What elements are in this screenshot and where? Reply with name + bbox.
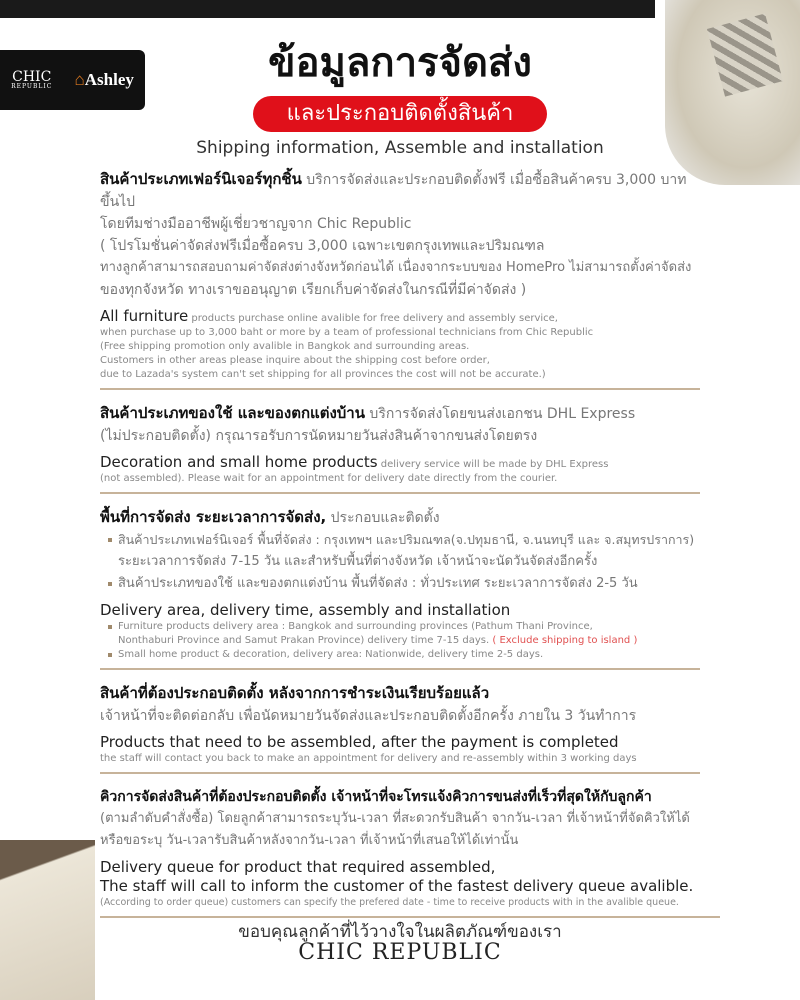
content	[100, 168, 740, 930]
page-title: ข้อมูลการจัดส่ง	[268, 40, 532, 86]
footer-brand: CHIC REPUBLIC	[298, 940, 502, 965]
section-assembly: สินค้าที่ต้องประกอบติดตั้ง หลังจากการชำระเงินเรียบร้อยแล้ว เจ้าหน้าที่จะติดต่อกลับ เพื่อนัดหมายวันจัดส่งและประกอบติดตั้งอีกครั้ง ภายใน 3 วันทำการ Products that need to be assembled, after the payment is completed the staff will contact you back to make an appointment for delivery and re-assembly within 3 working days	[100, 682, 700, 774]
list-item: Furniture products delivery area : Bangkok and surrounding provinces (Pathum Thani Province,	[100, 620, 700, 634]
section-furniture: สินค้าประเภทเฟอร์นิเจอร์ทุกชิ้น บริการจัดส่งและประกอบติดตั้งฟรี เมื่อซื้อสินค้าครบ 3,000 บาทขึ้นไป โดยทีมช่างมืออาชีพผู้เชี่ยวชาญจาก Chic Republic ( โปรโมชั่นค่าจัดส่งฟรีเมื่อซื้อครบ 3,000 เฉพาะเขตกรุงเทพและปริมณฑล ทางลูกค้าสามารถสอบถามค่าจัดส่งต่างจังหวัดก่อนได้ เนื่องจากระบบของ HomePro ไม่สามารถตั้งค่าจัดส่ง ของทุกจังหวัด ทางเราขออนุญาต เรียกเก็บค่าจัดส่งในกรณีที่มีค่าจัดส่ง ) All furniture products purchase online avalible for free delivery and assembly service, when purchase up to 3,000 baht or more by a team of professional technicians from Chic Republic (Free shipping promotion only avalible in Bangkok and surrounding areas. Customers in other areas please inquire about the shipping cost before order, due to Lazada's system can't set shipping for all provinces the cost will not be accurate.)	[100, 168, 700, 390]
section-decoration: สินค้าประเภทของใช้ และของตกแต่งบ้าน บริการจัดส่งโดยขนส่งเอกชน DHL Express (ไม่ประกอบติดตั้ง) กรุณารอรับการนัดหมายวันส่งสินค้าจากขนส่งโดยตรง Decoration and small home products delivery service will be made by DHL Express (not assembled). Please wait for an appointment for delivery date directly from the courier.	[100, 402, 700, 494]
subtitle-en: Shipping information, Assemble and installation	[196, 138, 604, 158]
section-delivery-area: พื้นที่การจัดส่ง ระยะเวลาการจัดส่ง, ประกอบและติดตั้ง สินค้าประเภทเฟอร์นิเจอร์ พื้นที่จัดส่ง : กรุงเทพฯ และปริมณฑล(จ.ปทุมธานี, จ.นนทบุรี และ จ.สมุทรปราการ) ระยะเวลาการจัดส่ง 7-15 วัน และสำหรับพื้นที่ต่างจังหวัด เจ้าหน้าจะนัดวันจัดส่งอีกครั้ง สินค้าประเภทของใช้ และของตกแต่งบ้าน พื้นที่จัดส่ง : ทั่วประเทศ ระยะเวลาการจัดส่ง 2-5 วัน Delivery area, delivery time, assembly and installation Furniture products delivery area : Bangkok and surrounding provinces (Pathum Thani Province, Nonthaburi Province and Samut Prakan Province) delivery time 7-15 days. ( Exclude shipping to island ) Small home product & decoration, delivery area: Nationwide, delivery time 2-5 days.	[100, 506, 700, 670]
section-queue: คิวการจัดส่งสินค้าที่ต้องประกอบติดตั้ง เจ้าหน้าที่จะโทรแจ้งคิวการขนส่งที่เร็วที่สุดให้กับลูกค้า (ตามลำดับคำสั่งซื้อ) โดยลูกค้าสามารถระบุวัน-เวลา ที่สะดวกรับสินค้า จากวัน-เวลา ที่เจ้าหน้าที่จัดคิวให้ได้ หรือขอระบุ วัน-เวลารับสินค้าหลังจากวัน-เวลา ที่เจ้าหน้าที่เสนอให้ได้เท่านั้น Delivery queue for product that required assembled, The staff will call to inform the customer of the fastest delivery queue avalible. (According to order queue) customers can specify the prefered date - time to receive products with in the avalible queue.	[100, 786, 720, 918]
subtitle-pill: และประกอบติดตั้งสินค้า	[253, 96, 547, 132]
thanks-text: ขอบคุณลูกค้าที่ไว้วางใจในผลิตภัณฑ์ของเรา	[238, 922, 562, 942]
list-item: สินค้าประเภทของใช้ และของตกแต่งบ้าน พื้นที่จัดส่ง : ทั่วประเทศ ระยะเวลาการจัดส่ง 2-5 วัน	[100, 573, 700, 595]
chic-republic-logo: CHIC REPUBLIC	[11, 69, 53, 90]
list-item: สินค้าประเภทเฟอร์นิเจอร์ พื้นที่จัดส่ง : กรุงเทพฯ และปริมณฑล(จ.ปทุมธานี, จ.นนทบุรี และ จ.สมุทรปราการ)	[100, 529, 700, 551]
list-item: Small home product & decoration, delivery area: Nationwide, delivery time 2-5 days.	[100, 648, 700, 662]
top-bar	[0, 0, 655, 18]
ashley-logo: ⌂Ashley	[74, 70, 134, 89]
